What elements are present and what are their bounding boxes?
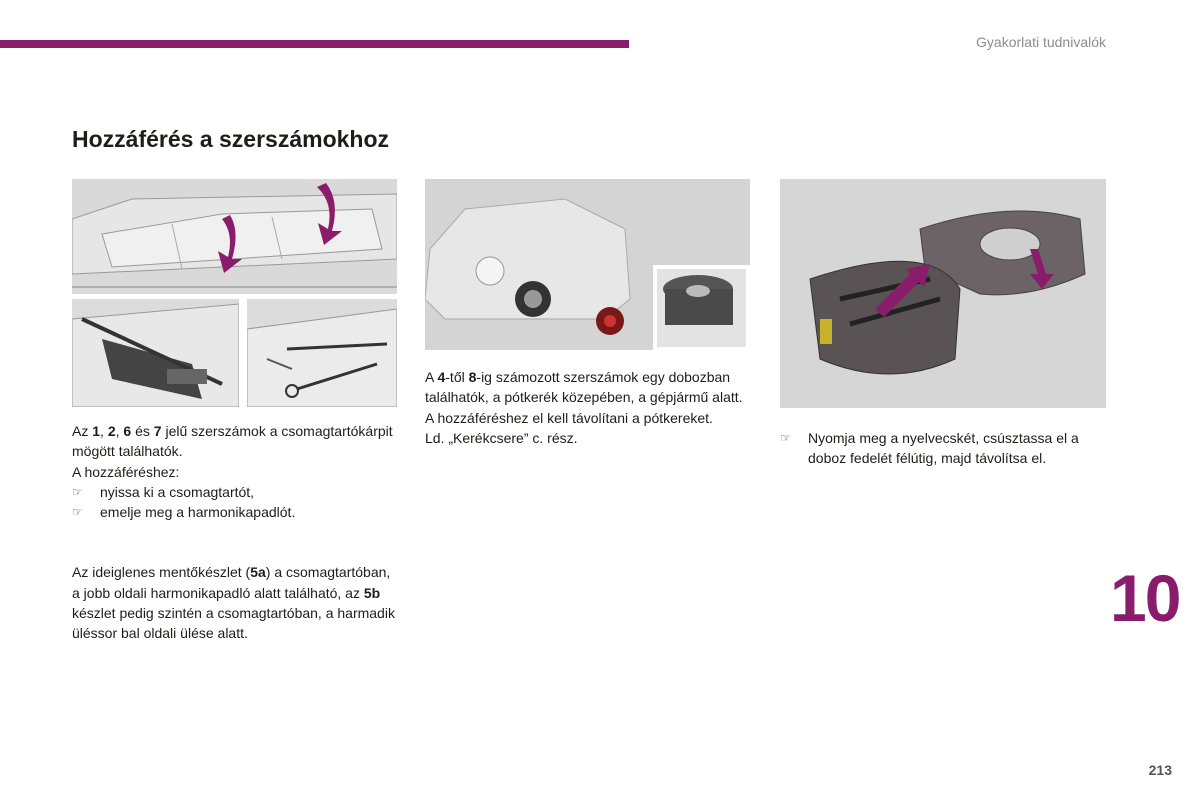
bold-reference: 5b xyxy=(363,584,381,601)
page-number: 213 xyxy=(1148,762,1172,778)
text-run: és xyxy=(131,423,154,439)
figure-car-spare-wheel xyxy=(425,179,750,350)
chapter-number: 10 xyxy=(1110,561,1180,635)
text-run: Az xyxy=(72,423,93,439)
bold-reference: 4 xyxy=(437,369,446,385)
finger-pointer-icon: ☞ xyxy=(72,505,83,520)
text-run: -ig számozott szerszámok egy dobozban találhatók, a pótkerék közepében, a gépjármű alatt. A hozzáféréshez el kell távolítani a pótkereket. xyxy=(425,369,743,426)
access-label: A hozzáféréshez: xyxy=(72,463,180,480)
text-run: készlet pedig szintén a csomagtartóban, a harmadik üléssor bal oldali ülése alatt. xyxy=(72,605,395,642)
text-run: jelű szerszámok a csomagtartókárpit mögött találhatók. xyxy=(72,423,393,460)
finger-pointer-icon: ☞ xyxy=(72,484,83,499)
bullet-item-1 xyxy=(72,482,397,502)
text-run: -től xyxy=(445,369,469,385)
bullet-item-2 xyxy=(72,502,397,522)
text-run: Az ideiglenes mentőkészlet ( xyxy=(72,564,251,581)
spare-wheel-paragraph xyxy=(425,367,750,428)
finger-pointer-icon: ☞ xyxy=(780,431,791,445)
page-heading: Hozzáférés a szerszámokhoz xyxy=(72,126,390,152)
column-1 xyxy=(72,421,397,644)
header-accent-bar xyxy=(0,40,629,48)
note-paragraph xyxy=(72,562,397,643)
bold-reference: 5a xyxy=(250,564,266,581)
column-2 xyxy=(425,367,750,448)
figure-tool-bag xyxy=(72,299,239,407)
text-run: A xyxy=(425,369,438,385)
bullet-text: emelje meg a harmonikapadlót. xyxy=(100,504,296,521)
bullet-text: nyissa ki a csomagtartót, xyxy=(100,483,255,500)
figure-tool-box xyxy=(780,179,1106,408)
intro-paragraph xyxy=(72,421,397,462)
bold-reference: 2 xyxy=(107,423,116,439)
figure-tools xyxy=(247,299,397,407)
bold-reference: 6 xyxy=(123,423,132,439)
bullet-item-3 xyxy=(780,428,1106,469)
reference-text: Ld. „Kerékcsere” c. rész. xyxy=(425,429,578,446)
bullet-text: Nyomja meg a nyelvecskét, csúsztassa el a doboz fedelét félútig, majd távolítsa el. xyxy=(808,430,1079,467)
text-run: , xyxy=(115,423,124,439)
section-title: Gyakorlati tudnivalók xyxy=(976,34,1106,50)
text-run: , xyxy=(100,423,108,439)
bold-reference: 7 xyxy=(153,423,162,439)
text-run: ) a csomagtartóban, a jobb oldali harmonikapadló alatt található, az xyxy=(72,564,391,601)
bold-reference: 1 xyxy=(92,423,101,439)
figure-trunk-floor xyxy=(72,179,397,294)
bold-reference: 8 xyxy=(468,369,477,385)
column-3 xyxy=(780,428,1106,469)
